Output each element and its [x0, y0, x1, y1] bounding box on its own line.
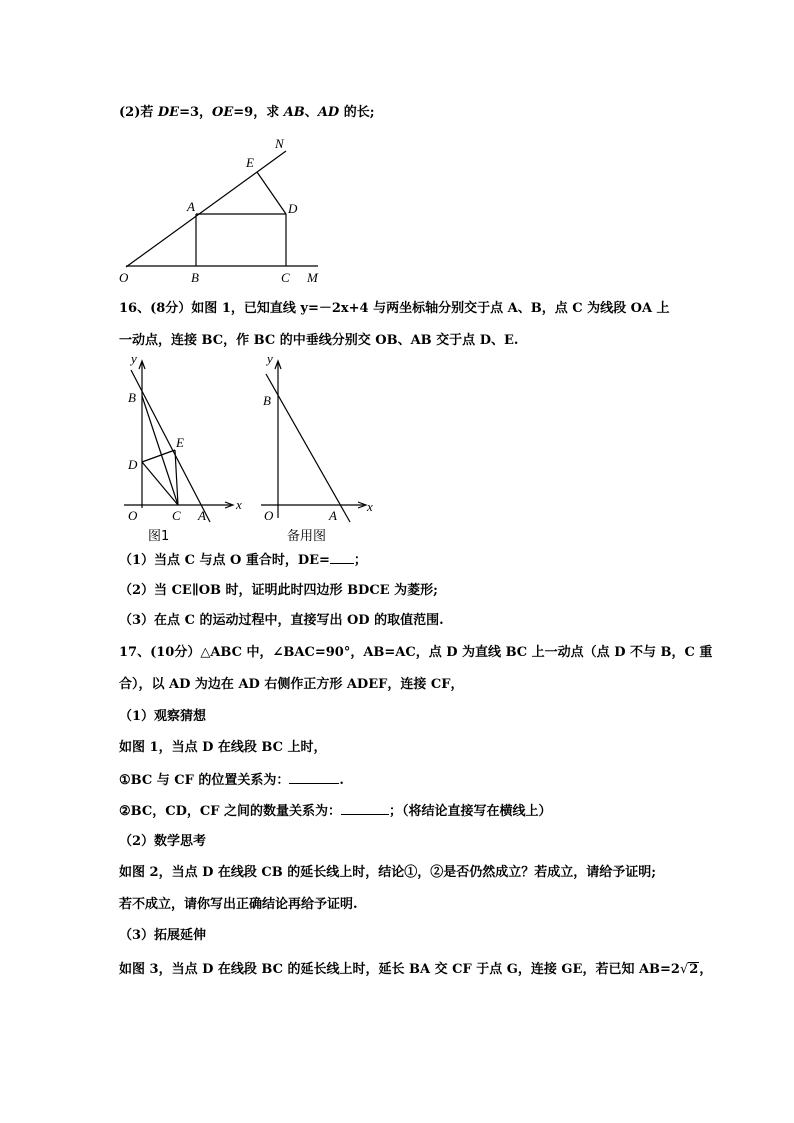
q16f2-caption: 备用图	[287, 529, 327, 544]
q17-line2: 合），以 AD 为边在 AD 右侧作正方形 ADEF，连接 CF，	[119, 677, 464, 692]
q17-sec1-title: （1）观察猜想	[119, 709, 207, 724]
q16-figure-backup	[0, 0, 794, 560]
q16-sub1-blank	[330, 551, 354, 564]
q16f1-caption: 图1	[148, 529, 170, 544]
q16f1-label-O: O	[128, 508, 138, 523]
q16-sub1	[119, 551, 367, 570]
q16f1-label-B: B	[128, 390, 136, 405]
q17-sec3-sqrt: 2	[689, 962, 699, 977]
q17-sec3-suffix: ，	[699, 962, 713, 977]
q17-item1-blank	[289, 771, 339, 784]
q17-sec3-title: （3）拓展延伸	[119, 928, 207, 943]
q16f2-label-O: O	[264, 508, 274, 523]
q17-sec1-item1	[119, 771, 344, 790]
q15-label-C: C	[281, 270, 290, 285]
q15-eq2: =9，求	[233, 105, 284, 120]
q15-eq1: =3，	[179, 105, 213, 120]
q15-label-A: A	[187, 199, 195, 214]
q15-ad: AD	[317, 105, 340, 120]
q16-sub1-suffix: ；	[353, 553, 367, 568]
q16-sub1-prefix: （1）当点 C 与点 O 重合时，DE=	[119, 553, 330, 568]
q16-sub2: （2）当 CE∥OB 时，证明此时四边形 BDCE 为菱形;	[119, 583, 438, 598]
q17-sec2-line1: 如图 2，当点 D 在线段 CB 的延长线上时，结论①，②是否仍然成立？若成立，请给予证明;	[119, 865, 657, 880]
q17-sec3-line1: 如图 3，当点 D 在线段 BC 的延长线上时，延长 BA 交 CF 于点 G，连接 GE，若已知 AB=2√2，	[119, 962, 713, 977]
q17-line1: 17、(10分）△ABC 中，∠BAC=90°，AB=AC，点 D 为直线 BC 上一动点（点 D 不与 B，C 重	[119, 645, 713, 660]
q15-label-N: N	[275, 136, 284, 151]
q17-item1-suffix: .	[339, 773, 344, 788]
q15-label-O: O	[119, 270, 129, 285]
q17-sec1-item2	[119, 802, 551, 821]
q15-ab: AB	[283, 105, 305, 120]
q17-sec2-line2: 若不成立，请你写出正确结论再给予证明.	[119, 897, 358, 912]
q15-label-M: M	[307, 270, 318, 285]
q16-sub3: （3）在点 C 的运动过程中，直接写出 OD 的取值范围.	[119, 613, 444, 628]
q15-de: DE	[157, 105, 180, 120]
q16f1-label-C: C	[172, 508, 181, 523]
q16f2-label-A: A	[329, 508, 337, 523]
q17-item2-suffix: ；（将结论直接写在横线上）	[388, 804, 552, 819]
q17-sec2-title: （2）数学思考	[119, 834, 207, 849]
q16-line2: 一动点，连接 BC，作 BC 的中垂线分别交 OB、AB 交于点 D、E.	[119, 333, 519, 348]
q17-sec3-prefix: 如图 3，当点 D 在线段 BC 的延长线上时，延长 BA 交 CF 于点 G，连接 GE，若已知 AB=2	[119, 962, 680, 977]
q16f2-label-y: y	[267, 351, 273, 366]
q15-sep: 、	[304, 105, 318, 120]
q16f1-label-D: D	[128, 457, 138, 472]
q17-item2-blank	[341, 802, 389, 815]
q16-line1: 16、(8分）如图 1，已知直线 y=－2x+4 与两坐标轴分别交于点 A、B，点 C 为线段 OA 上	[119, 301, 670, 316]
q15-label-E: E	[246, 155, 254, 170]
q16f1-label-E: E	[176, 435, 184, 450]
q17-sec1-line1: 如图 1，当点 D 在线段 BC 上时，	[119, 740, 327, 755]
q17-item2-prefix: ②BC，CD，CF 之间的数量关系为：	[119, 804, 341, 819]
q15-suffix: 的长;	[339, 105, 375, 120]
q16f1-label-x: x	[236, 497, 242, 512]
q15-label-D: D	[288, 201, 298, 216]
q15-part2-prefix: (2)若	[119, 105, 158, 120]
q15-oe: OE	[212, 105, 234, 120]
q15-label-B: B	[191, 270, 199, 285]
q17-item1-prefix: ①BC 与 CF 的位置关系为：	[119, 773, 290, 788]
q16f1-label-y: y	[131, 351, 137, 366]
q16f1-label-A: A	[198, 508, 206, 523]
q16f2-label-x: x	[367, 499, 373, 514]
q16f2-label-B: B	[263, 393, 271, 408]
